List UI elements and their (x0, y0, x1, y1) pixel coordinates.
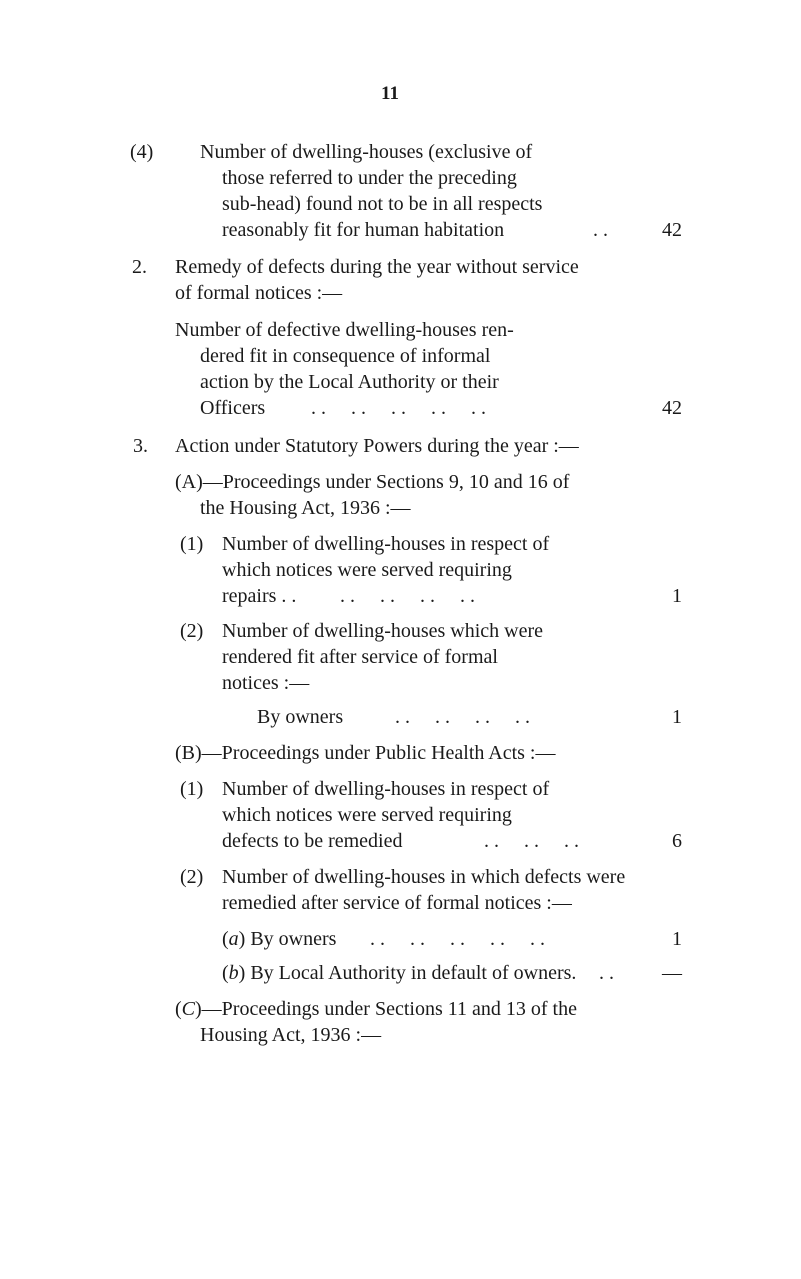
item2-sub-line-4: Officers (200, 397, 266, 419)
item3-b2a-letter: a (228, 928, 239, 950)
item3-c-line-2: Housing Act, 1936 :— (200, 1024, 382, 1046)
item3-a-line-2: the Housing Act, 1936 :— (200, 497, 411, 519)
item3-c-title-rest: )—Proceedings under Sections 11 and 13 of the (195, 998, 577, 1020)
item3-title: Action under Statutory Powers during the year :— (175, 435, 579, 457)
item3-b2b-leader: . . (599, 962, 614, 984)
item3-number: 3. (133, 435, 148, 457)
item3-a1-leader: . . . . . . . . (340, 585, 475, 607)
item4-line-1: Number of dwelling-houses (exclusive of (200, 141, 533, 163)
item3-b2b-label-row: (b) By Local Authority in default of owners. (222, 962, 577, 984)
item4-number: (4) (130, 141, 154, 163)
item3-b2a-value: 1 (672, 928, 682, 950)
item3-b2b-label: By Local Authority in default of owners. (250, 962, 577, 984)
item3-b2b-letter: b (228, 962, 239, 984)
item3-b2a-leader: . . . . . . . . . . (370, 928, 545, 950)
item2-line-1: Remedy of defects during the year without service (175, 256, 579, 278)
item4-line-4: reasonably fit for human habitation (222, 219, 505, 241)
item3-a2-line-3: notices :— (222, 672, 310, 694)
item3-c-letter: C (181, 998, 196, 1020)
item4-leader: . . (593, 219, 608, 241)
item3-a2-owners-label: By owners (257, 706, 344, 728)
item3-a1-line-3: repairs . . (222, 585, 297, 607)
item3-b1-line-1: Number of dwelling-houses in respect of (222, 778, 550, 800)
item4-line-2: those referred to under the preceding (222, 167, 517, 189)
item2-sub-line-3: action by the Local Authority or their (200, 371, 499, 393)
item3-a1-line-1: Number of dwelling-houses in respect of (222, 533, 550, 555)
item3-a1-line-2: which notices were served requiring (222, 559, 512, 581)
item3-b1-leader: . . . . . . (484, 830, 579, 852)
item2-line-2: of formal notices :— (175, 282, 343, 304)
item3-a2-line-1: Number of dwelling-houses which were (222, 620, 544, 642)
item2-value: 42 (662, 397, 682, 419)
item3-b2a-label-row: (a) By owners (222, 928, 337, 950)
item3-b1-value: 6 (672, 830, 682, 852)
item3-a2-number: (2) (180, 620, 204, 642)
item3-a1-value: 1 (672, 585, 682, 607)
item3-b2-number: (2) (180, 866, 204, 888)
item3-a1-number: (1) (180, 533, 204, 555)
item3-b1-line-2: which notices were served requiring (222, 804, 512, 826)
page-number: 11 (381, 83, 399, 104)
item3-c-title: (C)—Proceedings under Sections 11 and 13 of the (175, 998, 577, 1020)
item2-number: 2. (132, 256, 147, 278)
item3-b1-line-3: defects to be remedied (222, 830, 403, 852)
item2-leader: . . . . . . . . . . (311, 397, 486, 419)
item2-sub-line-2: dered fit in consequence of informal (200, 345, 491, 367)
item3-b2-line-2: remedied after service of formal notices :— (222, 892, 572, 914)
item3-b2a-label: By owners (250, 928, 337, 950)
item3-b2b-value: — (662, 962, 682, 984)
item4-line-3: sub-head) found not to be in all respects (222, 193, 543, 215)
item3-b1-number: (1) (180, 778, 204, 800)
item3-a2-leader: . . . . . . . . (395, 706, 530, 728)
item2-sub-line-1: Number of defective dwelling-houses ren- (175, 319, 514, 341)
item3-b2-line-1: Number of dwelling-houses in which defects were (222, 866, 626, 888)
item4-value: 42 (662, 219, 682, 241)
item3-a2-value: 1 (672, 706, 682, 728)
item3-b-title: (B)—Proceedings under Public Health Acts :— (175, 742, 556, 764)
item3-a2-line-2: rendered fit after service of formal (222, 646, 498, 668)
item3-a-line-1: (A)—Proceedings under Sections 9, 10 and 16 of (175, 471, 570, 493)
